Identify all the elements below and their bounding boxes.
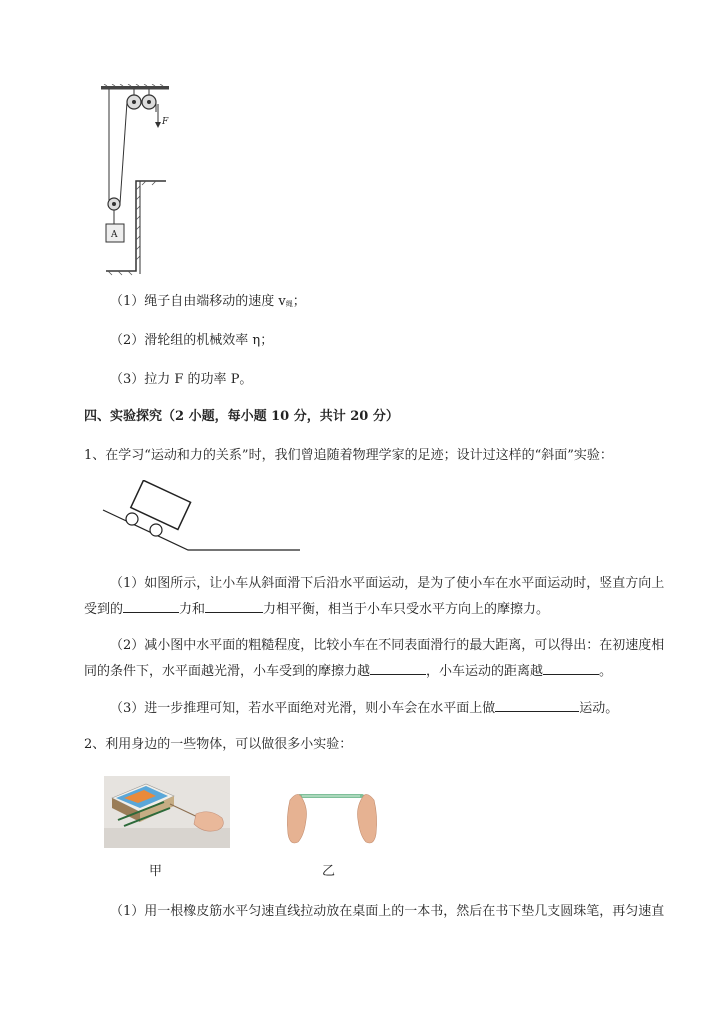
block-label: A bbox=[111, 230, 118, 240]
q1-part3: （3）进一步推理可知，若水平面绝对光滑，则小车会在水平面上做 运动。 bbox=[110, 697, 710, 719]
photo-book-rubber-band bbox=[104, 776, 230, 848]
section-title: 四、实验探究（2 小题，每小题 10 分，共计 20 分） bbox=[84, 409, 399, 424]
q2-stem: 2、利用身边的一些物体，可以做很多小实验： bbox=[84, 737, 353, 752]
blank-3[interactable] bbox=[370, 660, 426, 675]
pulley-system-figure bbox=[98, 84, 178, 276]
blank-1[interactable] bbox=[123, 598, 179, 613]
q1-part2-line2: 同的条件下，水平面越光滑，小车受到的摩擦力越 ，小车运动的距离越 。 bbox=[84, 660, 684, 682]
label-jia: 甲 bbox=[149, 864, 163, 879]
blank-2[interactable] bbox=[205, 598, 263, 613]
label-yi: 乙 bbox=[322, 864, 336, 879]
prev-question-1: （1）绳子自由端移动的速度 v绳； bbox=[110, 294, 306, 309]
prev-question-3: （3）拉力 F 的功率 P。 bbox=[110, 372, 253, 387]
q1-part2-line1: （2）减小图中水平面的粗糙程度，比较小车在不同表面滑行的最大距离，可以得出：在初速度相 bbox=[110, 638, 665, 653]
blank-5[interactable] bbox=[495, 697, 579, 712]
incline-figure bbox=[100, 480, 305, 556]
prev-question-2: （2）滑轮组的机械效率 η； bbox=[110, 333, 274, 348]
photo-hands-stretch bbox=[284, 776, 380, 848]
q2-part1: （1）用一根橡皮筋水平匀速直线拉动放在桌面上的一本书，然后在书下垫几支圆珠笔，再匀速直 bbox=[110, 904, 665, 919]
blank-4[interactable] bbox=[543, 660, 599, 675]
q1-part1-line1: （1）如图所示，让小车从斜面滑下后沿水平面运动，是为了使小车在水平面运动时，竖直方向上 bbox=[110, 576, 665, 591]
q1-part1-line2: 受到的 力和 力相平衡，相当于小车只受水平方向上的摩擦力。 bbox=[84, 598, 684, 620]
force-label: F bbox=[162, 117, 169, 127]
q1-stem: 1、在学习“运动和力的关系”时，我们曾追随着物理学家的足迹；设计过这样的“斜面”实验： bbox=[84, 448, 613, 463]
